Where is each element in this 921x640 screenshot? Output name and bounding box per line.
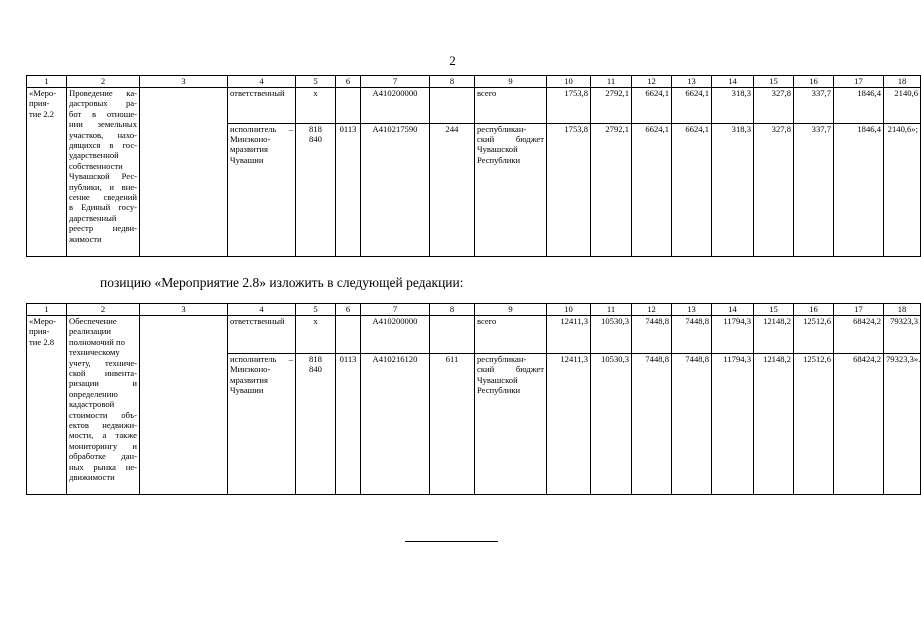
program-table-event-2-2: [26, 75, 921, 257]
executor-label-cell: ответственный: [228, 88, 296, 124]
executor-cell: исполнитель – Минэконо- мразвития Чувашии: [228, 353, 296, 494]
executor-label-cell: ответственный: [228, 316, 296, 354]
table-row-total: «Меро- прия- тие 2.8 Обеспечение реализации полномочий по техническому учету, техниче- ской инвента- ризации и определению кадастровой стоимости объ- ектов недвижи- мости, а также мониторингу и обработке дан- ных рынка не- движимости ответственный х А410200000 всего 12411,3 10530,3 7448,8 7448,8 11794,3 12148,2 12512,6 68424,2 79323,3: [27, 316, 921, 354]
event-name-cell: «Меро- прия- тие 2.8: [27, 316, 67, 495]
table-row-total: «Меро- прия- тие 2.2 Проведение ка- дастровых ра- бот в отноше- нии земельных участков, нахо- дящихся в гос- ударственной собственности Чувашской Рес- публики, и вне- сение сведений в Единый госу- дарственный реестр недви- жимости ответственный х А410200000 всего 1753,8 2792,1 6624,1 6624,1 318,3 327,8 337,7 1846,4 2140,6: [27, 88, 921, 124]
page-number: 2: [449, 53, 456, 68]
empty-cell: [140, 316, 228, 495]
funding-source-cell: республикан- ский бюджет Чувашской Республики: [475, 353, 547, 494]
executor-cell: исполнитель – Минэконо- мразвития Чувашии: [228, 123, 296, 256]
table-row-budget: исполнитель – Минэконо- мразвития Чувашии 818 840 0113 А410217590 244 республикан- ский бюджет Чувашской Республики 1753,8 2792,1 6624,1 6624,1 318,3 327,8 337,7 1846,4 2140,6»;: [27, 123, 921, 256]
empty-cell: [140, 88, 228, 257]
event-description-cell: Обеспечение реализации полномочий по техническому учету, техниче- ской инвента- ризации и определению кадастровой стоимости объ- ектов недвижи- мости, а также мониторингу и обработке дан- ных рынка не- движимости: [67, 316, 140, 495]
table-row-budget: исполнитель – Минэконо- мразвития Чувашии 818 840 0113 А410216120 611 республикан- ский бюджет Чувашской Республики 12411,3 10530,3 7448,8 7448,8 11794,3 12148,2 12512,6 68424,2 79323,3».: [27, 353, 921, 494]
instruction-caption: позицию «Мероприятие 2.8» изложить в следующей редакции:: [100, 275, 464, 290]
column-number-row: 1 2 3 4 5 6 7 8 9 10 11 12 13 14 15 16 17 18: [27, 76, 921, 88]
column-number-row: 1 2 3 4 5 6 7 8 9 10 11 12 13 14 15 16 17 18: [27, 304, 921, 316]
footer-divider: [405, 541, 498, 542]
program-table-event-2-8: [26, 303, 921, 495]
event-name-cell: «Меро- прия- тие 2.2: [27, 88, 67, 257]
funding-source-cell: республикан- ский бюджет Чувашской Республики: [475, 123, 547, 256]
event-description-cell: Проведение ка- дастровых ра- бот в отноше- нии земельных участков, нахо- дящихся в гос- ударственной собственности Чувашской Рес- публики, и вне- сение сведений в Единый госу- дарственный реестр недви- жимости: [67, 88, 140, 257]
